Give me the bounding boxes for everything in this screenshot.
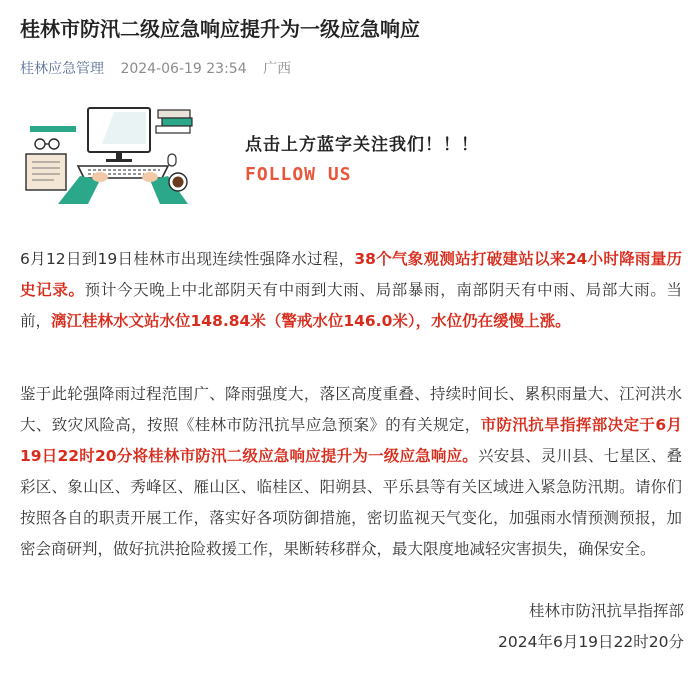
publish-location: 广西	[263, 61, 292, 77]
highlight-record-rainfall: 38个气象观测站打破建站以来24小时降雨量历史记录。	[20, 250, 682, 299]
highlight-response-upgrade: 市防汛抗旱指挥部决定于6月19日22时20分将桂林市防汛二级应急响应提升为一级应急响应。	[20, 416, 682, 465]
body-paragraph-2	[20, 379, 682, 565]
text-segment: 鉴于此轮强降雨过程范围广、降雨强度大，落区高度重叠、持续时间长、累积雨量大、江河洪水大、致灾风险高，按照《桂林市防汛抗旱应急预案》的有关规定，	[20, 385, 682, 434]
follow-prompt: 点击上方蓝字关注我们！！！	[245, 135, 479, 155]
article-meta	[20, 58, 291, 80]
mouse-icon	[168, 154, 176, 166]
monitor-icon	[88, 108, 150, 162]
glasses-icon	[35, 139, 59, 149]
coffee-cup-icon	[169, 173, 187, 191]
desk-laptop-illustration	[18, 104, 208, 204]
body-paragraph-1	[20, 244, 682, 337]
notebook-icon	[26, 154, 66, 190]
signature-datetime: 2024年6月19日22时20分	[498, 633, 684, 651]
text-segment: 6月12日到19日桂林市出现连续性强降水过程，	[20, 250, 355, 268]
article-title: 桂林市防汛二级应急响应提升为一级应急响应	[20, 17, 420, 41]
highlight-water-level: 漓江桂林水文站水位148.84米（警戒水位146.0米），水位仍在缓慢上涨。	[51, 312, 571, 330]
book-stack-icon	[156, 110, 192, 133]
publish-date: 2024-06-19 23:54	[120, 61, 247, 77]
signature-org: 桂林市防汛抗旱指挥部	[528, 602, 684, 620]
text-segment: 预计今天晚上中北部阴天有中雨到大雨、局部暴雨，南部阴天有中雨、局部大雨。当前，	[20, 281, 682, 330]
text-segment: 兴安县、灵川县、七星区、叠彩区、象山区、秀峰区、雁山区、临桂区、阳朔县、平乐县等有关区域进入紧急防汛期。请你们按照各自的职责开展工作，落实好各项防御措施，密切监视天气变化，加强雨水情预测预报，加密会商研判，做好抗洪抢险救援工作，果断转移群众，最大限度地减轻灾害损失，确保安全。	[20, 447, 682, 558]
account-name-link[interactable]: 桂林应急管理	[20, 61, 104, 77]
decor-bar	[30, 126, 76, 132]
follow-us-label: FOLLOW US	[245, 164, 352, 185]
